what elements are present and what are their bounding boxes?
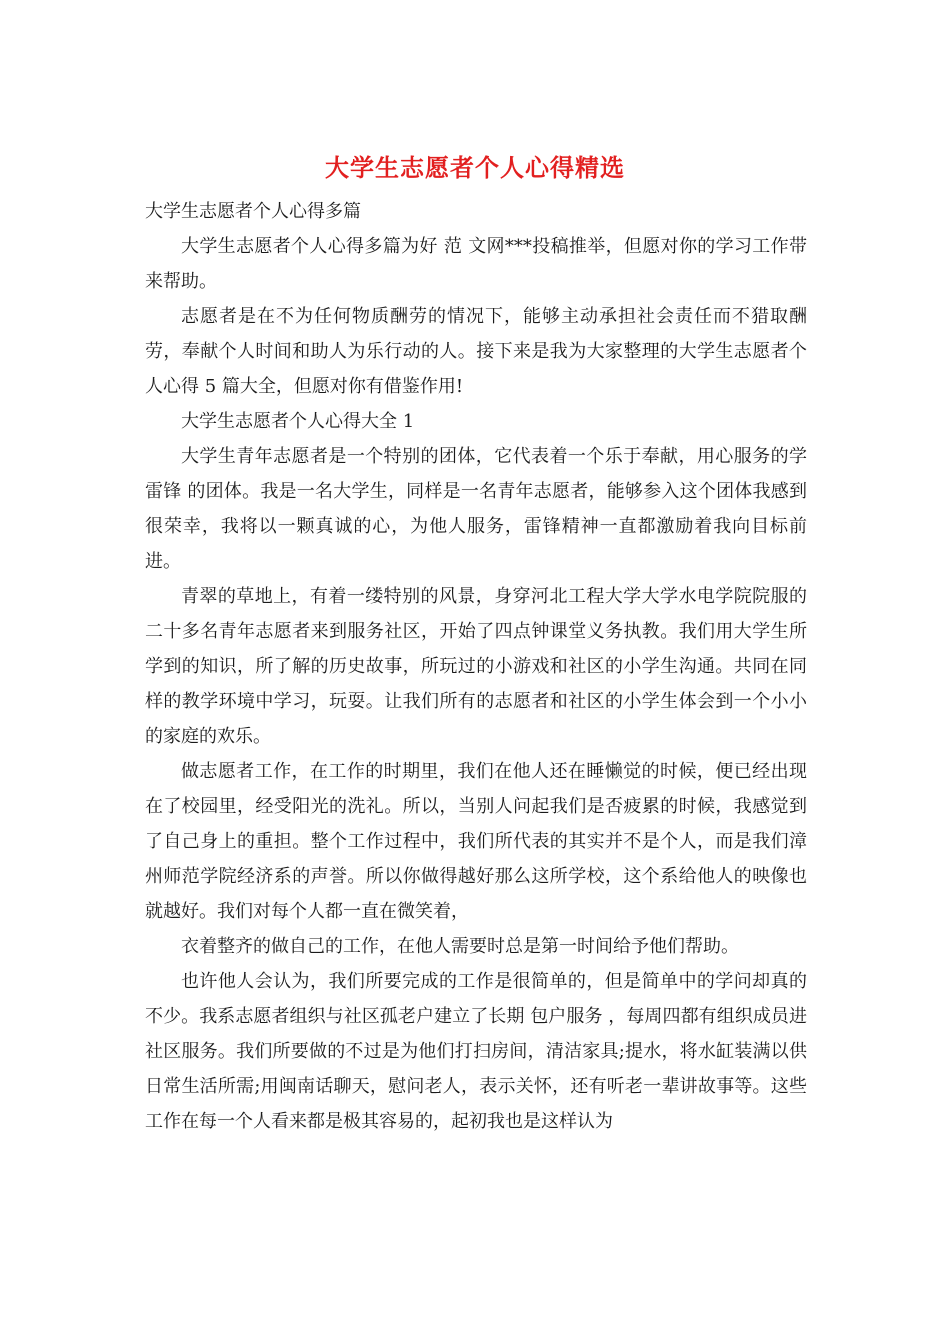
paragraph: 大学生青年志愿者是一个特别的团体，它代表着一个乐于奉献，用心服务的学雷锋 的团体。我是一名大学生，同样是一名青年志愿者，能够参入这个团体我感到很荣幸，我将以一颗真诚的心，为他人服务，雷锋精神一直都激励着我向目标前进。 (145, 446, 807, 572)
paragraph: 也许他人会认为，我们所要完成的工作是很简单的，但是简单中的学问却真的不少。我系志愿者组织与社区孤老户建立了长期 包户服务 ，每周四都有组织成员进社区服务。我们所要做的不过是为他们打扫房间，清洁家具;提水，将水缸装满以供日常生活所需;用闽南话聊天，慰问老人，表示关怀，还有听老一辈讲故事等。这些工作在每一个人看来都是极其容易的，起初我也是这样认为 (145, 971, 807, 1132)
paragraph: 志愿者是在不为任何物质酬劳的情况下，能够主动承担社会责任而不猎取酬劳，奉献个人时间和助人为乐行动的人。接下来是我为大家整理的大学生志愿者个人心得 5 篇大全，但愿对你有借鉴作用! (145, 306, 807, 397)
document-body (145, 194, 807, 1139)
paragraph: 青翠的草地上，有着一缕特别的风景，身穿河北工程大学大学水电学院院服的二十多名青年志愿者来到服务社区，开始了四点钟课堂义务执教。我们用大学生所学到的知识，所了解的历史故事，所玩过的小游戏和社区的小学生沟通。共同在同样的教学环境中学习，玩耍。让我们所有的志愿者和社区的小学生体会到一个小小的家庭的欢乐。 (145, 586, 807, 747)
paragraph: 大学生志愿者个人心得多篇为好 范 文网***投稿推举，但愿对你的学习工作带来帮助。 (145, 236, 807, 292)
paragraph: 衣着整齐的做自己的工作，在他人需要时总是第一时间给予他们帮助。 (181, 936, 739, 957)
section-heading: 大学生志愿者个人心得大全 1 (181, 411, 415, 432)
document-title: 大学生志愿者个人心得精选 (325, 153, 625, 182)
paragraph: 做志愿者工作，在工作的时期里，我们在他人还在睡懒觉的时候，便已经出现在了校园里，经受阳光的洗礼。所以，当别人问起我们是否疲累的时候，我感觉到了自己身上的重担。整个工作过程中，我们所代表的其实并不是个人，而是我们漳州师范学院经济系的声誉。所以你做得越好那么这所学校，这个系给他人的映像也就越好。我们对每个人都一直在微笑着， (145, 761, 807, 922)
section-heading: 大学生志愿者个人心得多篇 (145, 201, 361, 222)
